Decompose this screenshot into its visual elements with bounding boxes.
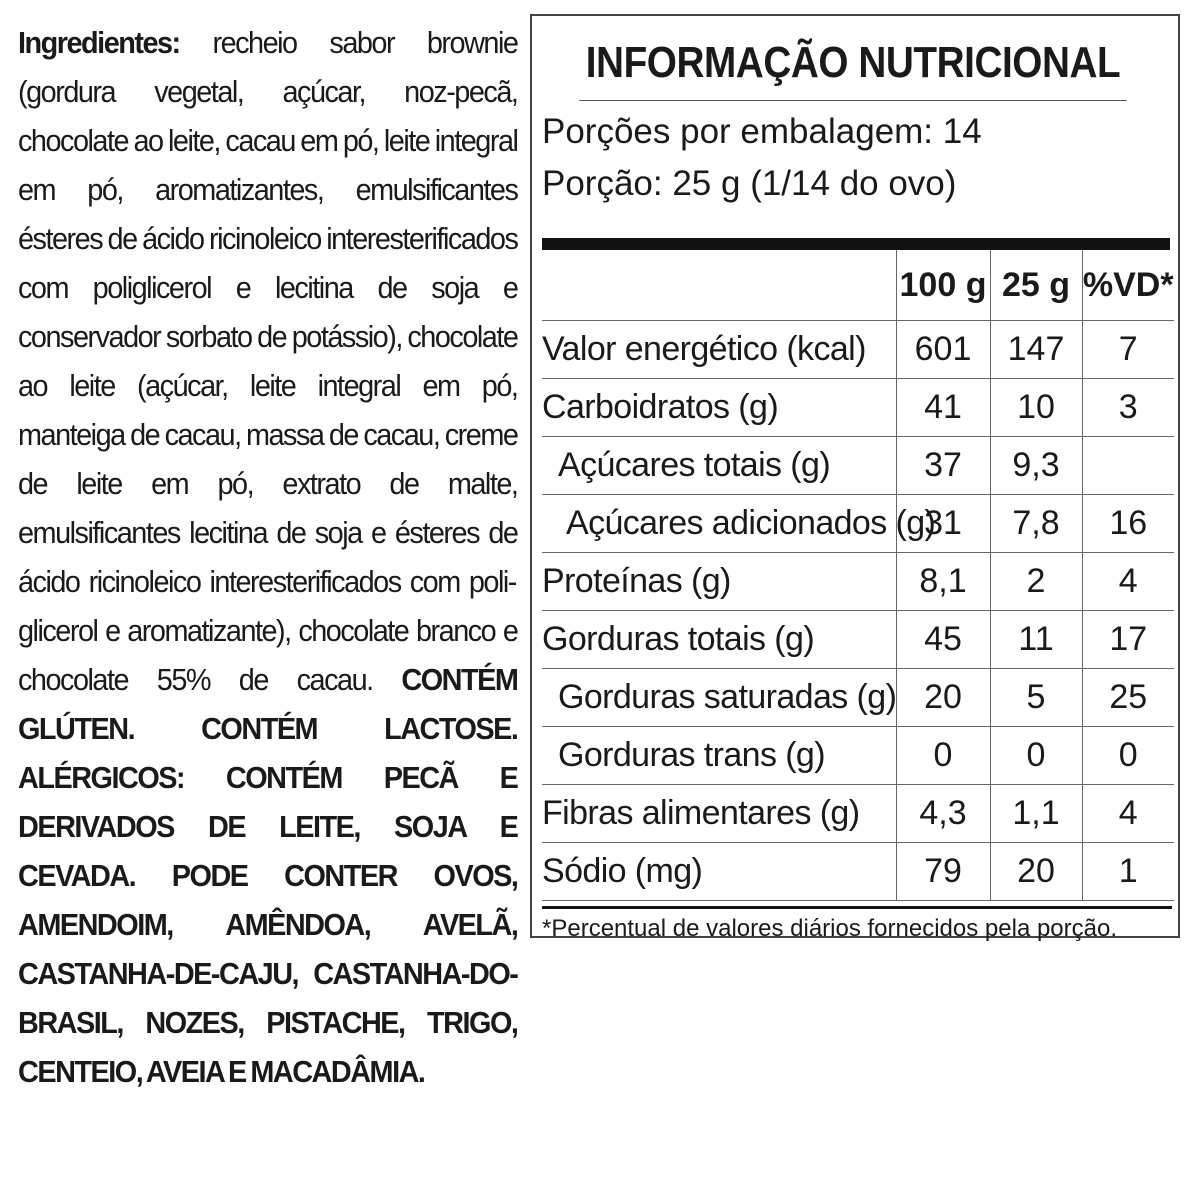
table-row (542, 727, 1174, 785)
value-per-25g: 1,1 (990, 785, 1082, 843)
nutrient-name: Gorduras totais (g) (542, 611, 896, 669)
value-per-100g: 45 (896, 611, 990, 669)
nutrient-name: Carboidratos (g) (542, 379, 896, 437)
ingredients-text: recheio sabor brownie (gordura vegetal, açúcar, noz-pecã, chocolate ao leite, cacau em pó, leite integral em pó, aromatizantes, emulsificantes ésteres de ácido ricinoleico interesterificados com poliglicerol e lecitina de soja e conservador sorbato de potássio), chocolate ao leite (açúcar, leite integral em pó, manteiga de cacau, massa de cacau, creme de leite em pó, extrato de malte, emulsificantes lecitina de soja e ésteres de ácido ricinoleico interesterificados com poliglicerol e aromatizante), chocolate branco e chocolate 55% de cacau. (18, 25, 518, 697)
allergen-warning: CONTÉM GLÚTEN. CONTÉM LACTOSE. ALÉRGICOS: CONTÉM PECÃ E DERIVADOS DE LEITE, SOJA E CEVADA. PODE CONTER OVOS, AMENDOIM, AMÊNDOA, AVELÃ, CASTANHA-DE-CAJU, CASTANHA-DO-BRASIL, NOZES, PISTACHE, TRIGO, CENTEIO, AVEIA E MACADÂMIA. (18, 662, 518, 1089)
value-daily-percent: 0 (1082, 727, 1174, 785)
value-per-25g: 0 (990, 727, 1082, 785)
daily-value-footnote: *Percentual de valores diários fornecidos pela porção. (542, 906, 1172, 943)
nutrient-name: Sódio (mg) (542, 843, 896, 901)
value-per-100g: 8,1 (896, 553, 990, 611)
value-per-25g: 147 (990, 321, 1082, 379)
nutrient-name: Fibras alimentares (g) (542, 785, 896, 843)
value-per-100g: 20 (896, 669, 990, 727)
value-daily-percent: 3 (1082, 379, 1174, 437)
value-daily-percent: 1 (1082, 843, 1174, 901)
value-per-25g: 20 (990, 843, 1082, 901)
column-header-nutrient (542, 250, 896, 321)
table-row (542, 785, 1174, 843)
table-row (542, 553, 1174, 611)
nutrient-name: Gorduras trans (g) (542, 727, 896, 785)
table-row (542, 495, 1174, 553)
nutrition-table (542, 250, 1174, 901)
table-row (542, 379, 1174, 437)
value-per-25g: 9,3 (990, 437, 1082, 495)
table-row (542, 437, 1174, 495)
column-header-per-100g: 100 g (896, 250, 990, 321)
value-per-25g: 5 (990, 669, 1082, 727)
value-per-25g: 7,8 (990, 495, 1082, 553)
value-daily-percent: 7 (1082, 321, 1174, 379)
value-per-25g: 11 (990, 611, 1082, 669)
table-row (542, 669, 1174, 727)
table-header-row (542, 250, 1174, 321)
ingredients-label: Ingredientes: (18, 25, 180, 60)
nutrient-name: Açúcares totais (g) (542, 437, 896, 495)
column-header-daily-value: %VD* (1082, 250, 1174, 321)
value-per-25g: 10 (990, 379, 1082, 437)
nutrient-name: Gorduras saturadas (g) (542, 669, 896, 727)
value-daily-percent: 17 (1082, 611, 1174, 669)
value-daily-percent: 16 (1082, 495, 1174, 553)
header-divider (542, 238, 1170, 250)
nutrient-name: Açúcares adicionados (g) (542, 495, 896, 553)
nutrient-name: Valor energético (kcal) (542, 321, 896, 379)
nutrition-title: INFORMAÇÃO NUTRICIONAL (579, 38, 1126, 101)
value-daily-percent: 4 (1082, 553, 1174, 611)
serving-size: Porção: 25 g (1/14 do ovo) (542, 164, 957, 203)
servings-per-package: Porções por embalagem: 14 (542, 112, 982, 151)
value-per-100g: 31 (896, 495, 990, 553)
table-row (542, 843, 1174, 901)
nutrient-name: Proteínas (g) (542, 553, 896, 611)
value-daily-percent: 25 (1082, 669, 1174, 727)
value-per-25g: 2 (990, 553, 1082, 611)
ingredients-paragraph (18, 18, 517, 1096)
table-row (542, 321, 1174, 379)
value-per-100g: 37 (896, 437, 990, 495)
table-row (542, 611, 1174, 669)
value-per-100g: 0 (896, 727, 990, 785)
value-per-100g: 79 (896, 843, 990, 901)
value-per-100g: 4,3 (896, 785, 990, 843)
value-per-100g: 41 (896, 379, 990, 437)
value-per-100g: 601 (896, 321, 990, 379)
value-daily-percent: 4 (1082, 785, 1174, 843)
column-header-per-25g: 25 g (990, 250, 1082, 321)
value-daily-percent (1082, 437, 1174, 495)
nutrition-facts-panel (530, 14, 1180, 942)
